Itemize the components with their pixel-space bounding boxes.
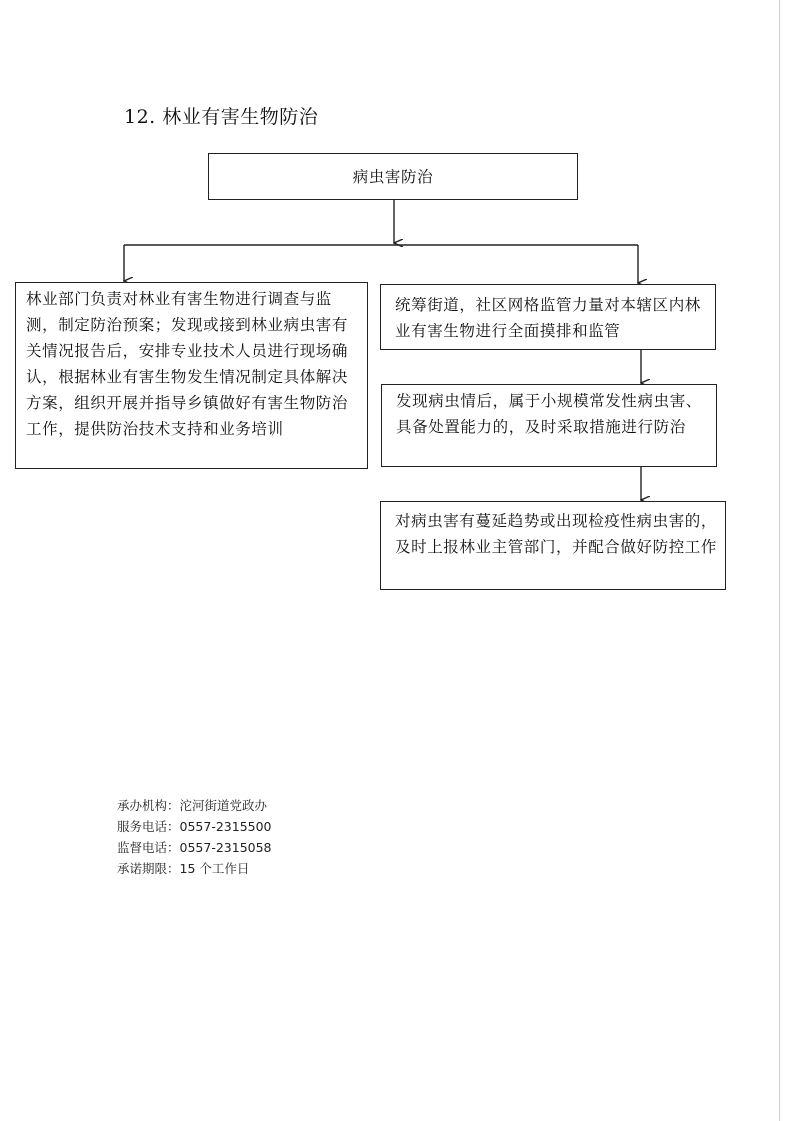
flow-box-report-upward <box>380 501 726 590</box>
contact-label: 服务电话： <box>117 819 180 834</box>
flow-box-forestry-dept <box>15 282 368 469</box>
contact-value: 0557-2315058 <box>179 840 272 855</box>
contact-value: 沱河街道党政办 <box>179 798 268 813</box>
contact-value: 0557-2315500 <box>179 819 272 834</box>
flow-box-root <box>208 153 578 200</box>
contact-row-agency <box>117 795 272 816</box>
contact-info <box>117 795 272 879</box>
scan-edge-line <box>779 0 780 1121</box>
contact-value: 15 个工作日 <box>179 861 250 876</box>
contact-label: 承办机构： <box>117 798 180 813</box>
flow-box-local-treatment <box>381 384 717 467</box>
flow-box-report-upward-text: 对病虫害有蔓延趋势或出现检疫性病虫害的，及时上报林业主管部门，并配合做好防控工作 <box>395 512 718 556</box>
contact-row-service-phone <box>117 816 272 837</box>
contact-label: 承诺期限： <box>117 861 180 876</box>
contact-label: 监督电话： <box>117 840 180 855</box>
flow-box-root-text: 病虫害防治 <box>352 167 434 186</box>
flow-box-local-treatment-text: 发现病虫情后，属于小规模常发性病虫害、具备处置能力的，及时采取措施进行防治 <box>396 392 702 436</box>
flow-box-street-coordination <box>380 284 716 350</box>
flow-box-street-coordination-text: 统筹街道，社区网格监管力量对本辖区内林业有害生物进行全面摸排和监管 <box>395 296 701 340</box>
page-title: 12. 林业有害生物防治 <box>124 106 319 128</box>
contact-row-deadline <box>117 858 272 879</box>
flow-box-forestry-dept-text: 林业部门负责对林业有害生物进行调查与监测，制定防治预案；发现或接到林业病虫害有关情况报告后，安排专业技术人员进行现场确认，根据林业有害生物发生情况制定具体解决方案，组织开展并指导乡镇做好有害生物防治工作，提供防治技术支持和业务培训 <box>26 290 349 438</box>
contact-row-supervision-phone <box>117 837 272 858</box>
